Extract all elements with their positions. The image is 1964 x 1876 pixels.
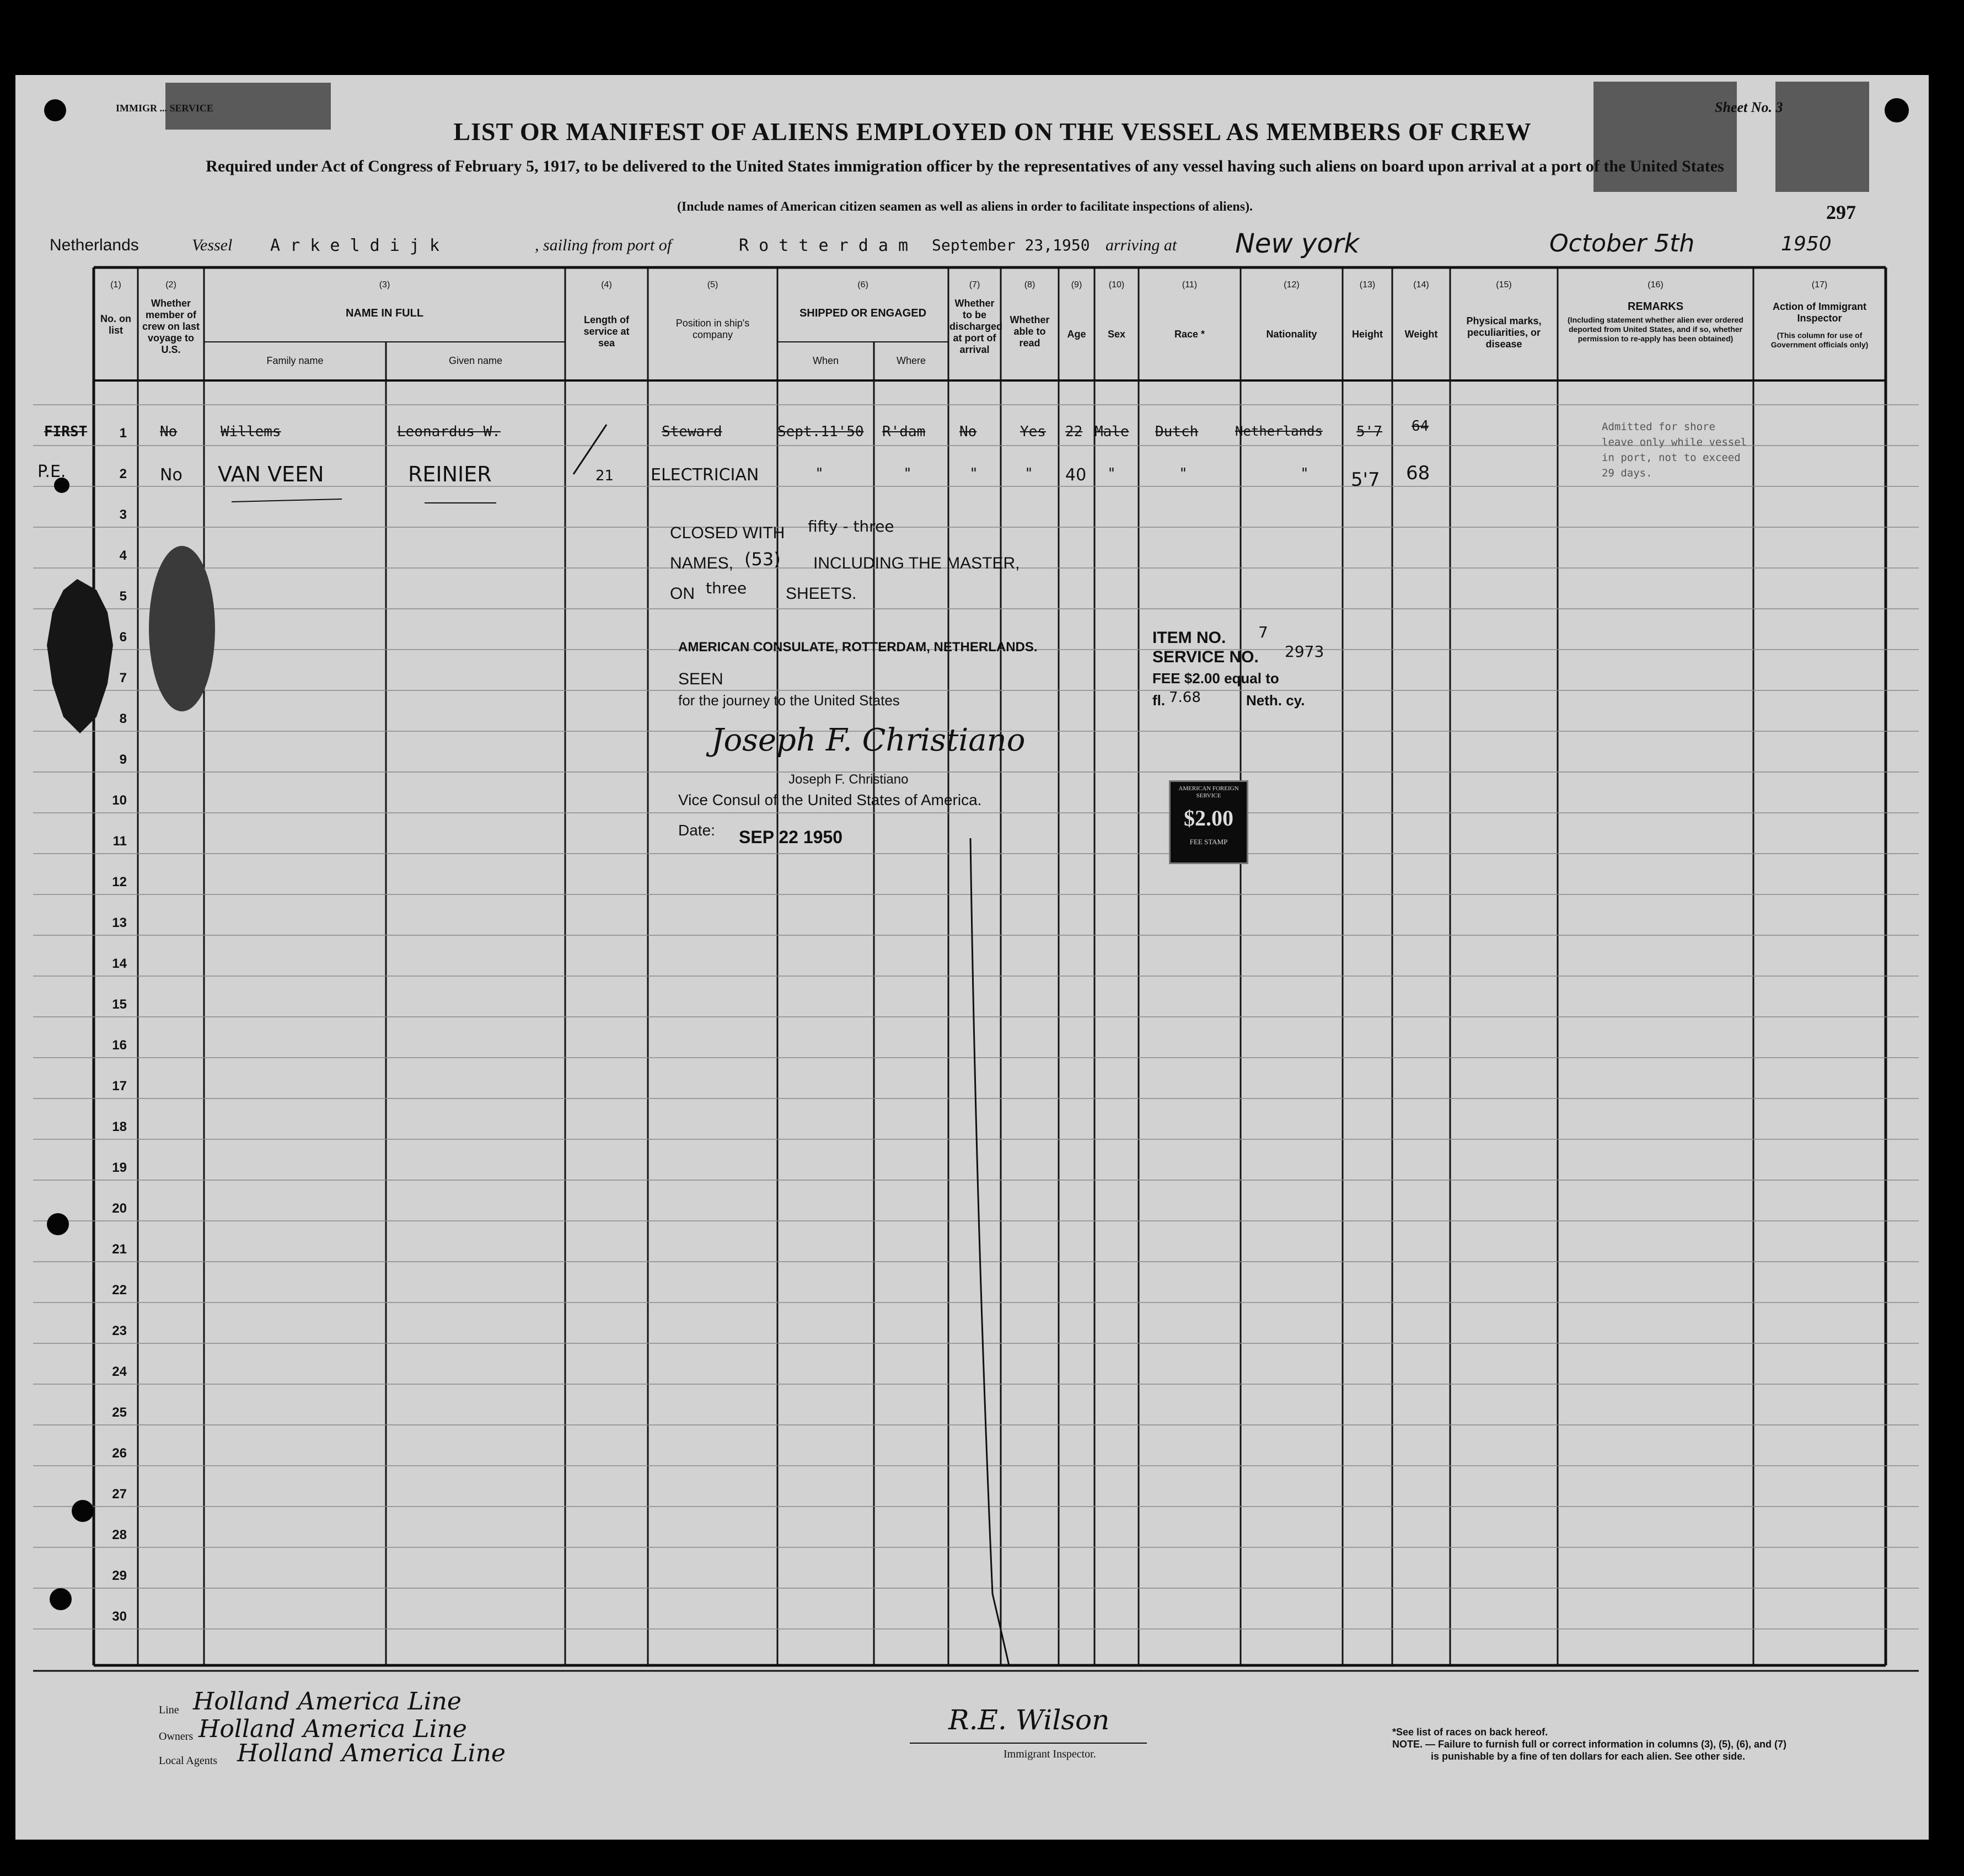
row-number: 14 <box>112 956 127 971</box>
local-agents-label: Local Agents <box>159 1755 218 1767</box>
row-number: 27 <box>112 1487 127 1502</box>
height-cell: 5'7 <box>1356 424 1382 440</box>
flag-value: Netherlands <box>50 236 139 254</box>
consulate-line: AMERICAN CONSULATE, ROTTERDAM, NETHERLANDS. <box>678 640 1038 655</box>
arrival-port: New york <box>1235 228 1360 259</box>
inspector-label: Immigrant Inspector. <box>1004 1748 1096 1760</box>
fine-note: NOTE. — Failure to furnish full or correct information in columns (3), (5), (6), and (7) <box>1392 1739 1787 1750</box>
row-number: 4 <box>119 548 127 563</box>
col-14-label: Weight <box>1404 329 1438 340</box>
col-10-label: Sex <box>1107 329 1126 340</box>
col-11-num: (11) <box>1182 280 1198 290</box>
last-voyage-cell: No <box>160 424 178 440</box>
family-name-cell: Willems <box>221 424 281 440</box>
fee-stamp-top: AMERICAN FOREIGN SERVICE <box>1178 785 1239 799</box>
row-number: 26 <box>112 1446 127 1461</box>
line-value: Holland America Line <box>193 1687 462 1716</box>
given-name-cell: REINIER <box>408 462 492 486</box>
row-number: 20 <box>112 1201 127 1216</box>
discharge-cell: No <box>959 424 977 440</box>
col-15-num: (15) <box>1496 280 1512 290</box>
owners-label: Owners <box>159 1730 194 1743</box>
race-cell: Dutch <box>1155 424 1199 440</box>
row-number: 28 <box>112 1527 127 1542</box>
page-title: LIST OR MANIFEST OF ALIENS EMPLOYED ON THE VESSEL AS MEMBERS OF CREW <box>453 117 1532 146</box>
service-label: SERVICE NO. <box>1152 648 1259 666</box>
row-number: 19 <box>112 1160 127 1175</box>
col-1-label: No. on list <box>100 313 131 336</box>
on-label: ON <box>670 585 695 603</box>
row-number: 2 <box>119 467 127 481</box>
consulate-date: SEP 22 1950 <box>739 827 843 847</box>
line-label: Line <box>159 1704 179 1716</box>
row-number: 22 <box>112 1283 127 1298</box>
class-label: P.E. <box>37 462 66 481</box>
row-number: 18 <box>112 1119 127 1134</box>
consulate-stamp <box>678 640 1097 849</box>
sheets-count: three <box>706 579 747 597</box>
last-voyage-cell: No <box>160 465 183 485</box>
row-number: 24 <box>112 1364 127 1379</box>
position-cell: ELECTRICIAN <box>651 465 759 485</box>
read-cell: " <box>1026 465 1032 482</box>
col-13-num: (13) <box>1359 280 1376 290</box>
vessel-name: A r k e l d i j k <box>270 236 440 255</box>
closed-count: fifty - three <box>808 517 894 535</box>
age-cell: 22 <box>1065 424 1083 440</box>
weight-cell: 68 <box>1406 462 1430 484</box>
col-5-label: Position in ship's company <box>675 318 750 340</box>
row-number: 3 <box>119 507 127 522</box>
fee-block <box>1152 623 1373 849</box>
names-label: NAMES, <box>670 554 734 572</box>
consul-title: Vice Consul of the United States of America. <box>678 791 982 808</box>
fee-stamp-value: $2.00 <box>1184 806 1233 830</box>
sailing-date: September 23,1950 <box>932 236 1090 254</box>
age-cell: 40 <box>1065 465 1087 485</box>
col-9-label: Age <box>1067 329 1086 340</box>
row-number: 17 <box>112 1079 127 1094</box>
row-number: 5 <box>119 589 127 604</box>
col-17-num: (17) <box>1811 280 1828 290</box>
where-cell: R'dam <box>882 424 926 440</box>
arrival-year: 1950 <box>1781 233 1832 255</box>
when-cell: " <box>816 465 823 482</box>
fee-stamp <box>1169 780 1248 864</box>
row-number: 6 <box>119 630 127 645</box>
col-5-num: (5) <box>707 280 718 290</box>
given-name-header: Given name <box>448 355 503 366</box>
item-label: ITEM NO. <box>1152 629 1226 647</box>
position-cell: Steward <box>662 424 722 440</box>
row-number: 10 <box>112 793 127 808</box>
col-7-num: (7) <box>969 280 980 290</box>
weight-cell: 64 <box>1412 418 1429 435</box>
fine-note-cont: is punishable by a fine of ten dollars for each alien. See other side. <box>1431 1751 1746 1762</box>
fee-stamp-bottom: FEE STAMP <box>1189 838 1228 846</box>
sheets-label: SHEETS. <box>786 585 857 603</box>
col-7-label: Whether to be discharged at port of arrival <box>949 298 1003 355</box>
discharge-cell: " <box>970 465 977 482</box>
form-tag: IMMIGR ... SERVICE <box>116 103 213 114</box>
col-10-num: (10) <box>1108 280 1125 290</box>
fee-label: FEE $2.00 equal to <box>1152 670 1279 687</box>
row-number: 7 <box>119 671 127 685</box>
col-13-label: Height <box>1352 329 1383 340</box>
row-number: 1 <box>119 426 127 441</box>
col-16-label: REMARKS <box>1627 301 1684 313</box>
inspector-sig-line <box>910 1743 1147 1744</box>
sex-cell: Male <box>1094 424 1129 440</box>
service-number: 2973 <box>1285 642 1324 661</box>
sailing-label: , sailing from port of <box>535 236 672 254</box>
when-cell: Sept.11'50 <box>777 424 864 440</box>
nationality-cell: Netherlands <box>1235 424 1323 439</box>
seen-label: SEEN <box>678 670 723 688</box>
closing-stamp <box>670 517 1056 612</box>
col-2-label: Whether member of crew on last voyage to U.S. <box>142 298 200 355</box>
row-number: 30 <box>112 1609 127 1624</box>
col-4-label: Length of service at sea <box>583 314 630 349</box>
names-count: (53) <box>744 549 781 570</box>
remarks-cell: Admitted for shore leave only while vessel in port, not to exceed 29 days. <box>1602 421 1747 479</box>
col-15-label: Physical marks, peculiarities, or disease <box>1466 315 1542 350</box>
row-number: 9 <box>119 752 127 767</box>
vessel-label: Vessel <box>192 236 233 254</box>
journey-label: for the journey to the United States <box>678 692 900 709</box>
row-number: 11 <box>112 834 127 849</box>
sheet-label: Sheet No. 3 <box>1715 99 1783 115</box>
inspector-note: (This column for use of Government officials only) <box>1770 331 1869 349</box>
arrival-date: October 5th <box>1549 229 1695 258</box>
row-number: 23 <box>112 1323 127 1338</box>
col-2-num: (2) <box>165 280 176 290</box>
col-3-num: (3) <box>379 280 390 290</box>
height-cell: 5'7 <box>1351 469 1380 491</box>
col-3-label: NAME IN FULL <box>345 307 424 319</box>
row-number: 8 <box>119 711 127 726</box>
col-14-num: (14) <box>1413 280 1429 290</box>
row-number: 25 <box>112 1405 127 1420</box>
col-4-num: (4) <box>601 280 612 290</box>
currency-label: Neth. cy. <box>1246 692 1305 709</box>
row-number: 21 <box>112 1242 127 1257</box>
family-name-header: Family name <box>266 355 324 366</box>
consul-signature: Joseph F. Christiano <box>711 722 1026 758</box>
col-11-label: Race * <box>1174 329 1205 340</box>
item-number: 7 <box>1258 623 1268 641</box>
row-number: 29 <box>112 1568 127 1583</box>
race-cell: " <box>1180 465 1187 482</box>
col-6-num: (6) <box>857 280 868 290</box>
col-16-num: (16) <box>1648 280 1664 290</box>
owners-value: Holland America Line <box>198 1715 467 1743</box>
nationality-cell: " <box>1301 465 1308 482</box>
arriving-label: arriving at <box>1106 236 1177 254</box>
local-agents-value: Holland America Line <box>237 1739 506 1767</box>
page-subtitle: Required under Act of Congress of February 5, 1917, to be delivered to the United States immigration officer by the representatives of any vessel having such aliens on board upon arrival at a port of the United States <box>206 157 1724 175</box>
col-17-label: Action of Immigrant Inspector <box>1773 301 1866 324</box>
col-1-num: (1) <box>110 280 121 290</box>
col-12-label: Nationality <box>1266 329 1317 340</box>
footer <box>0 1682 1964 1792</box>
table-row <box>0 462 1886 490</box>
sex-cell: " <box>1108 465 1115 482</box>
service-cell: 21 <box>595 468 614 484</box>
sailing-port: R o t t e r d a m <box>739 236 909 255</box>
consul-name: Joseph F. Christiano <box>788 772 909 787</box>
remarks-note: (Including statement whether alien ever ordered deported from United States, and if so, whether permission to re-apply has been obtained) <box>1568 315 1743 343</box>
closed-with-label: CLOSED WITH <box>670 524 785 542</box>
page-number: 297 <box>1826 201 1856 223</box>
including-master: INCLUDING THE MASTER, <box>813 554 1020 572</box>
page-subtitle-note: (Include names of American citizen seamen as well as aliens in order to facilitate inspections of aliens). <box>677 200 1253 214</box>
family-name-cell: VAN VEEN <box>218 462 324 486</box>
col-12-num: (12) <box>1284 280 1300 290</box>
row-number: 15 <box>112 997 127 1012</box>
col-6-label: SHIPPED OR ENGAGED <box>799 307 927 319</box>
col-9-num: (9) <box>1071 280 1082 290</box>
fl-label: fl. <box>1152 692 1166 709</box>
where-cell: " <box>904 465 911 482</box>
row-number: 12 <box>112 875 127 889</box>
col-8-num: (8) <box>1024 280 1035 290</box>
col-8-label: Whether able to read <box>1010 314 1050 349</box>
read-cell: Yes <box>1020 424 1046 440</box>
given-name-cell: Leonardus W. <box>397 424 501 440</box>
when-header: When <box>812 355 839 366</box>
where-header: Where <box>896 355 926 366</box>
class-label: FIRST <box>44 424 88 440</box>
date-label: Date: <box>678 822 715 839</box>
row-number: 16 <box>112 1038 127 1053</box>
fl-value: 7.68 <box>1169 689 1201 706</box>
row-number: 13 <box>112 915 127 930</box>
inspector-signature: R.E. Wilson <box>948 1704 1110 1736</box>
races-note: *See list of races on back hereof. <box>1392 1727 1548 1738</box>
